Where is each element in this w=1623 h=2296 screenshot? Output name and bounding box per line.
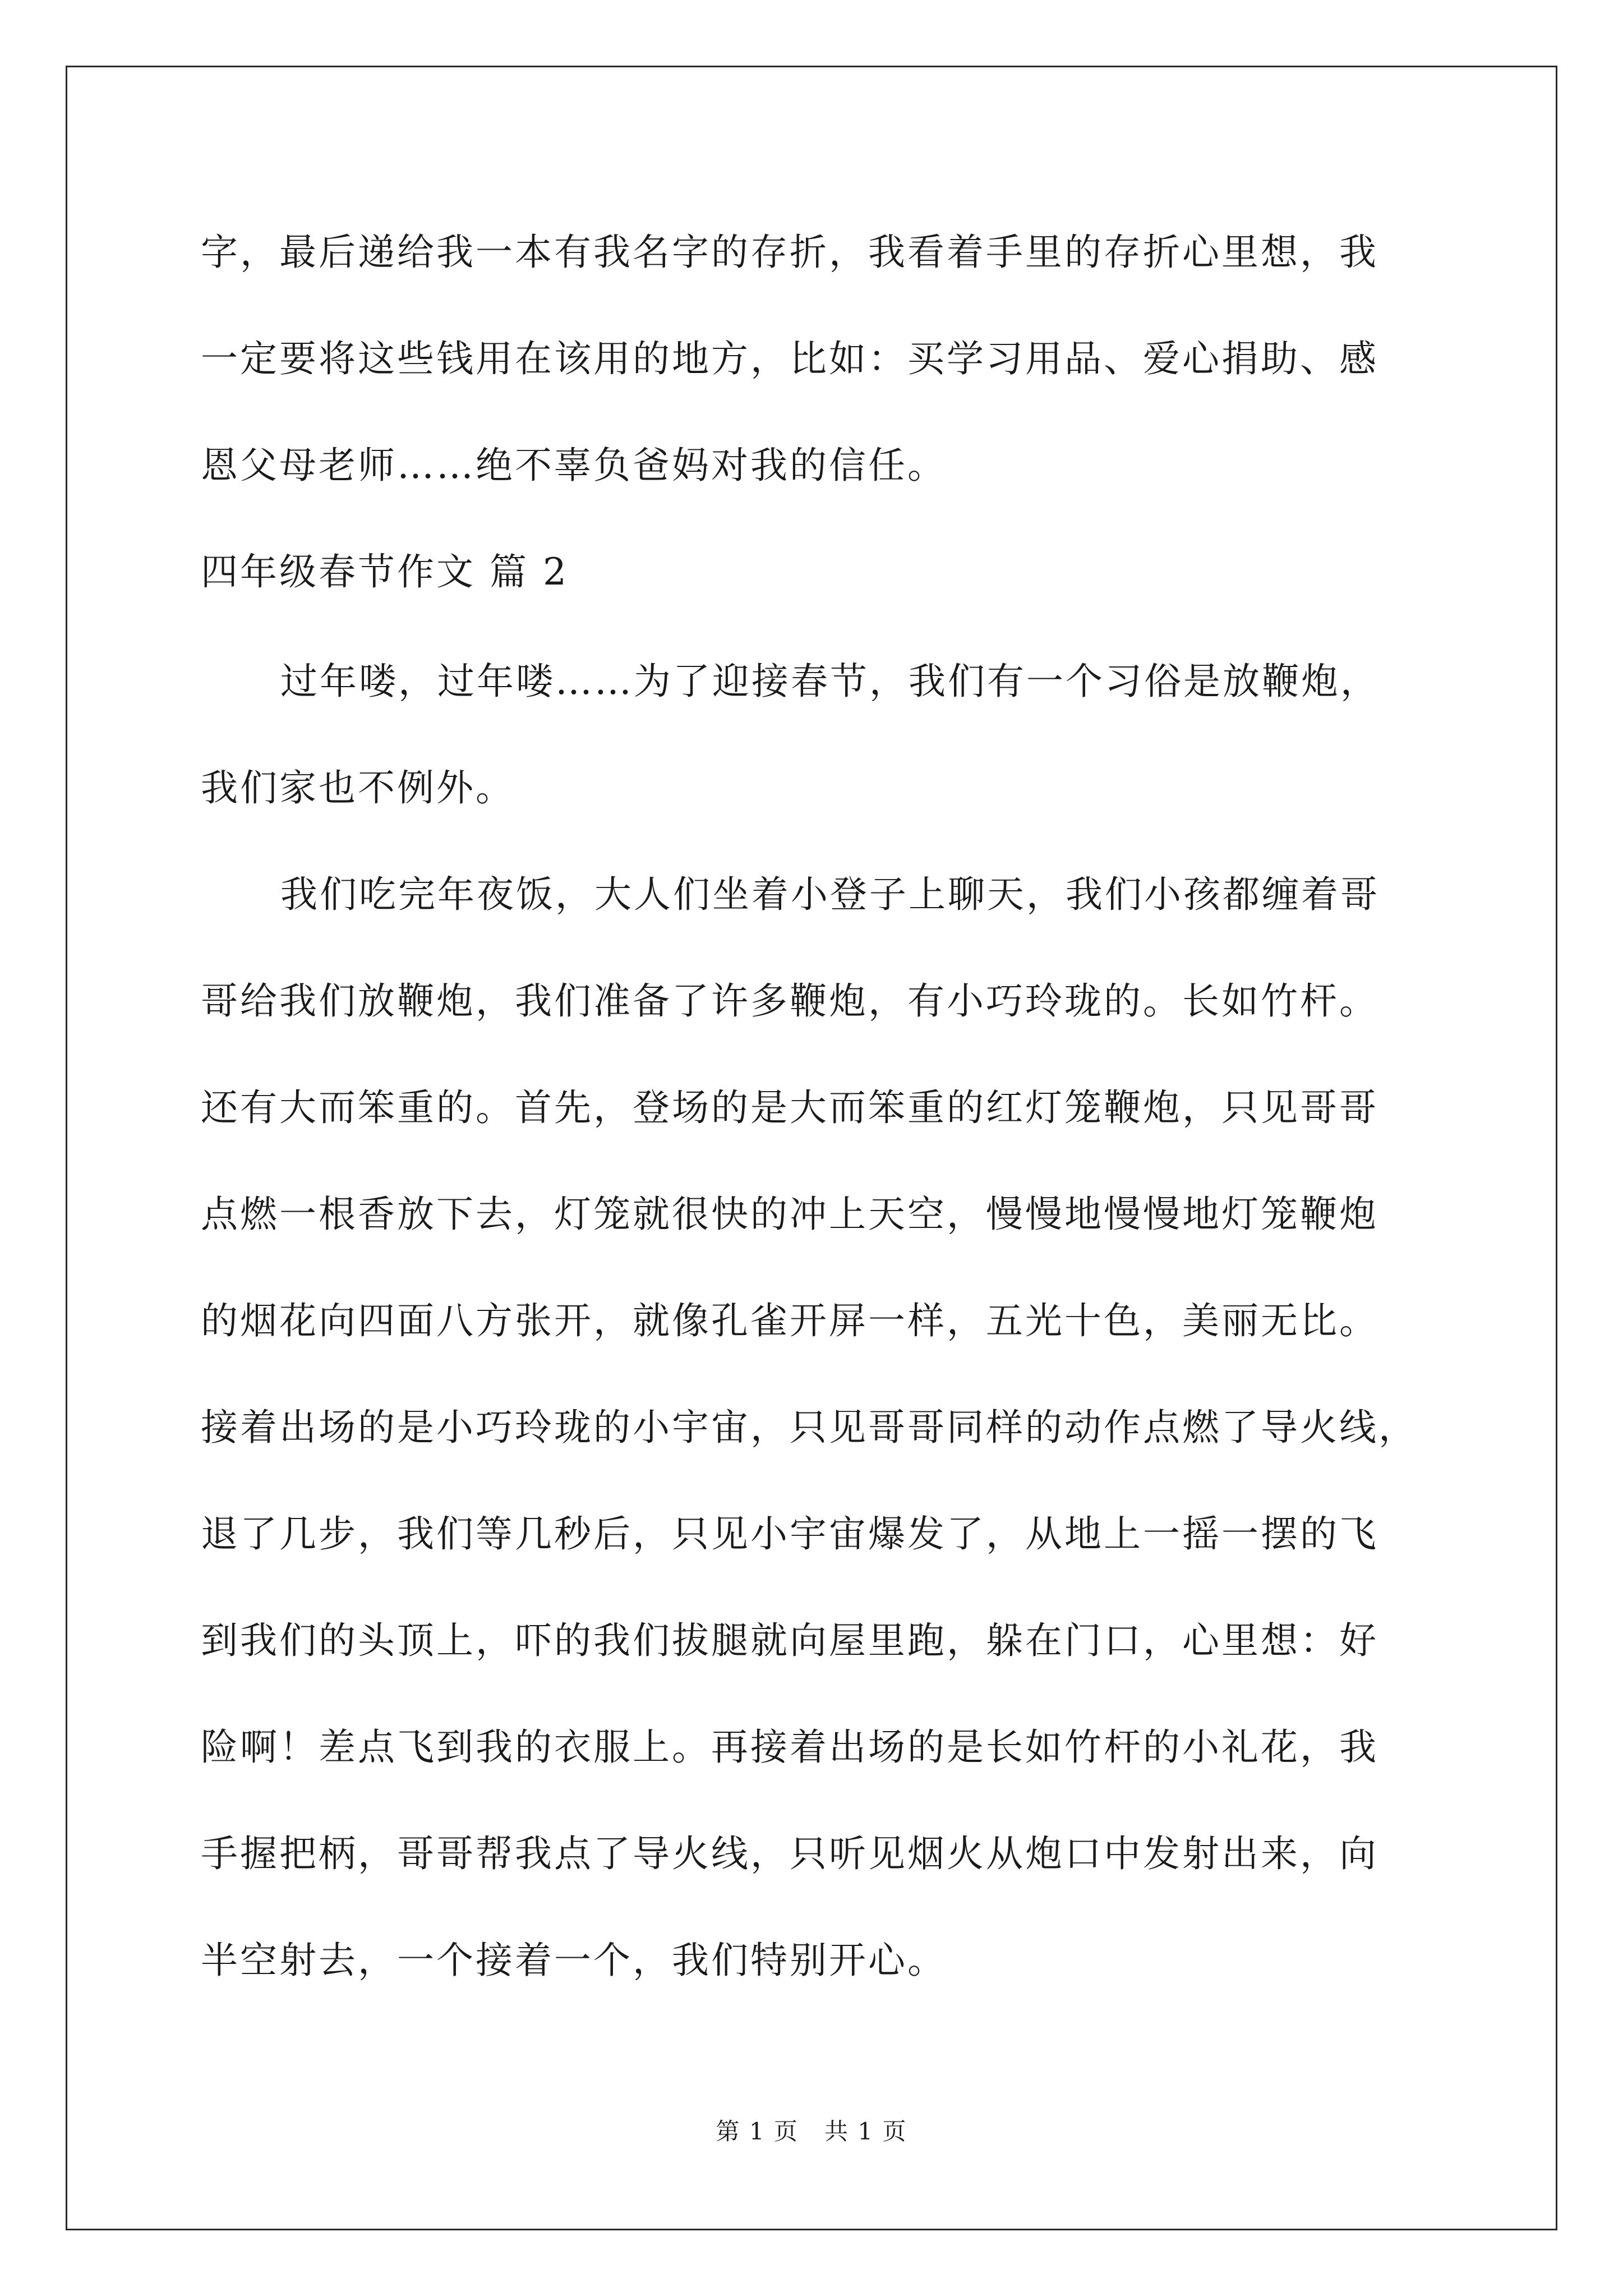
text-line: 恩父母老师……绝不辜负爸妈对我的信任。 (201, 444, 947, 487)
text-line: 接着出场的是小巧玲珑的小宇宙，只见哥哥同样的动作点燃了导火线， (201, 1406, 1418, 1449)
text-line: 我们家也不例外。 (201, 766, 515, 809)
page-number: 第 1 页 (716, 2118, 799, 2145)
text-line: 的烟花向四面八方张开，就像孔雀开屏一样，五光十色，美丽无比。 (201, 1299, 1378, 1342)
text-line: 到我们的头顶上，吓的我们拔腿就向屋里跑，躲在门口，心里想：好 (201, 1619, 1378, 1662)
text-line: 半空射去，一个接着一个，我们特别开心。 (201, 1939, 947, 1982)
page-border (66, 66, 1557, 2230)
section-heading: 四年级春节作文 篇 2 (201, 550, 569, 593)
text-line: 点燃一根香放下去，灯笼就很快的冲上天空，慢慢地慢慢地灯笼鞭炮 (201, 1193, 1378, 1236)
text-line: 我们吃完年夜饭，大人们坐着小登子上聊天，我们小孩都缠着哥 (280, 873, 1380, 916)
text-line: 字，最后递给我一本有我名字的存折，我看着手里的存折心里想，我 (201, 231, 1378, 274)
text-line: 哥给我们放鞭炮，我们准备了许多鞭炮，有小巧玲珑的。长如竹杆。 (201, 979, 1378, 1023)
text-line: 过年喽，过年喽……为了迎接春节，我们有一个习俗是放鞭炮， (280, 660, 1380, 703)
page-total: 共 1 页 (824, 2118, 907, 2145)
text-line: 手握把柄，哥哥帮我点了导火线，只听见烟火从炮口中发射出来，向 (201, 1832, 1378, 1875)
text-line: 险啊！差点飞到我的衣服上。再接着出场的是长如竹杆的小礼花，我 (201, 1726, 1378, 1769)
text-line: 退了几步，我们等几秒后，只见小宇宙爆发了，从地上一摇一摆的飞 (201, 1512, 1378, 1556)
text-line: 一定要将这些钱用在该用的地方，比如：买学习用品、爱心捐助、感 (201, 337, 1378, 380)
page-footer (0, 2118, 1623, 2146)
text-line: 还有大而笨重的。首先，登场的是大而笨重的红灯笼鞭炮，只见哥哥 (201, 1086, 1378, 1129)
